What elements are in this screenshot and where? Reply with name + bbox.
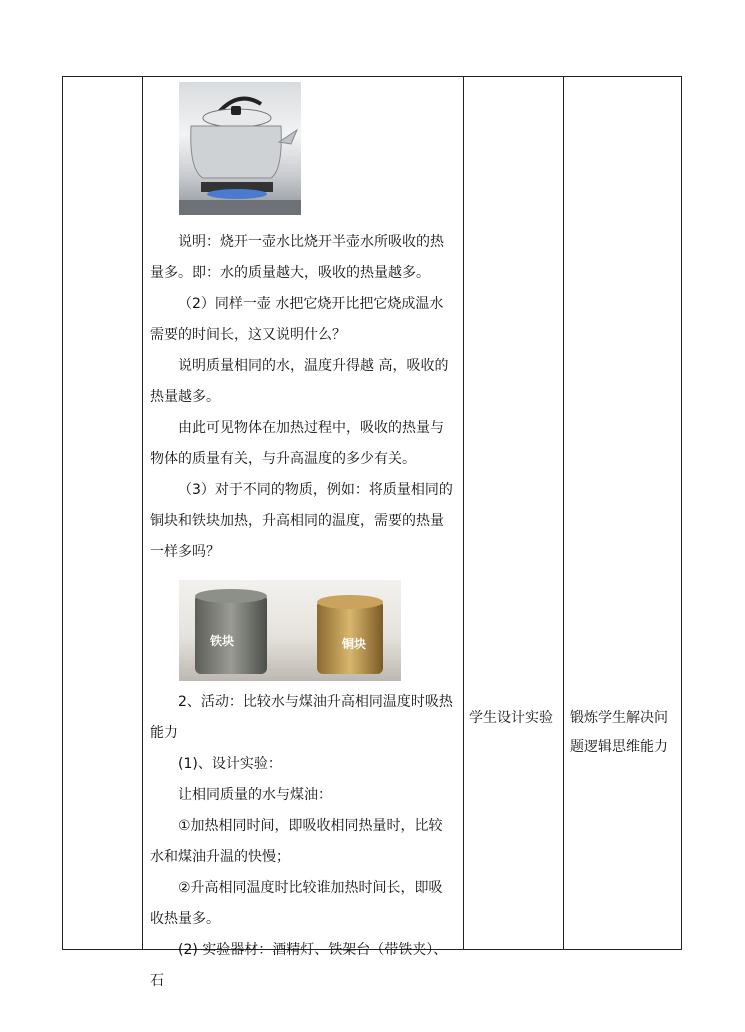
paragraph: ②升高相同温度时比较谁加热时间长，即吸收热量多。	[150, 880, 443, 927]
paragraph: （2）同样一壶 水把它烧开比把它烧成温水需要的时间长，这又说明什么？	[150, 296, 444, 343]
paragraph: ①加热相同时间，即吸收相同热量时，比较水和煤油升温的快慢；	[150, 818, 443, 865]
kettle-photo	[179, 82, 301, 215]
paragraph: 2、活动：比较水与煤油升高相同温度时吸热能力	[150, 694, 453, 741]
paragraph: 让相同质量的水与煤油：	[178, 787, 332, 803]
paragraph: 说明：烧开一壶水比烧开半壶水所吸收的热量多。即：水的质量越大，吸收的热量越多。	[150, 234, 444, 281]
paragraph: （3）对于不同的物质，例如：将质量相同的铜块和铁块加热，升高相同的温度，需要的热量一样多吗？	[150, 482, 453, 560]
kettle-illustration	[179, 82, 301, 215]
paragraph: (2) 实验器材：酒精灯、铁架台（带铁夹）、石	[150, 942, 448, 989]
column-divider	[563, 77, 564, 949]
metal-blocks-photo	[179, 580, 401, 681]
design-intent-cell: 锻炼学生解决问题逻辑思维能力	[570, 710, 668, 755]
column-divider	[142, 77, 143, 949]
student-activity-cell: 学生设计实验	[469, 710, 553, 726]
column-divider	[463, 77, 464, 949]
copper-block-label: 铜块	[342, 637, 367, 651]
iron-block-label: 铁块	[210, 634, 235, 648]
paragraph: 说明质量相同的水，温度升得越 高，吸收的热量越多。	[150, 358, 449, 405]
paragraph: (1)、设计实验：	[178, 756, 282, 772]
teaching-process-cell	[150, 82, 456, 997]
metal-blocks-illustration	[179, 580, 401, 681]
paragraph: 由此可见物体在加热过程中，吸收的热量与物体的质量有关，与升高温度的多少有关。	[150, 420, 444, 467]
